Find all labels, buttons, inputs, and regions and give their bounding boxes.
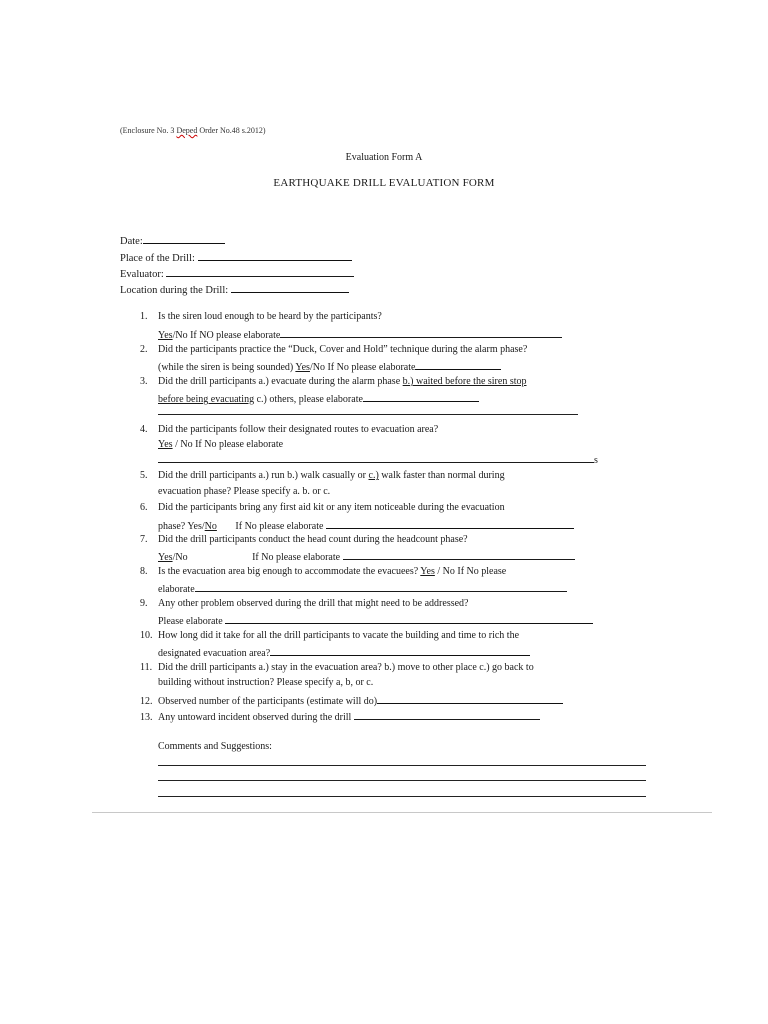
question-7-answer: Yes/No If No please elaborate bbox=[158, 549, 575, 563]
q3-line-1[interactable] bbox=[363, 391, 479, 402]
form-name: Evaluation Form A bbox=[345, 152, 423, 163]
q10-line[interactable] bbox=[270, 645, 530, 656]
q6-line[interactable] bbox=[326, 518, 574, 529]
q1-line[interactable] bbox=[280, 327, 562, 338]
comments-line-2[interactable] bbox=[158, 780, 646, 781]
question-1: 1. Is the siren loud enough to be heard by the participants? bbox=[140, 311, 382, 322]
place-label: Place of the Drill: bbox=[120, 253, 195, 264]
enclosure-prefix: (Enclosure No. 3 bbox=[120, 126, 175, 135]
question-11-answer: building without instruction? Please specify a, b, or c. bbox=[158, 677, 374, 688]
question-5: 5. Did the drill participants a.) run b.) walk casually or c.) walk faster than normal during bbox=[140, 470, 505, 481]
question-3-answer: before being evacuating c.) others, please elaborate bbox=[158, 391, 479, 405]
question-3: 3. Did the drill participants a.) evacuate during the alarm phase b.) waited before the siren stop bbox=[140, 376, 527, 387]
question-10: 10. How long did it take for all the drill participants to vacate the building and time to rich the bbox=[140, 630, 520, 641]
q13-line[interactable] bbox=[354, 709, 540, 720]
question-12: 12. Observed number of the participants (estimate will do) bbox=[140, 693, 563, 707]
question-10-answer: designated evacuation area? bbox=[158, 645, 530, 659]
enclosure-suffix: Order No.48 s.2012) bbox=[199, 126, 266, 135]
question-9-answer: Please elaborate bbox=[158, 613, 593, 627]
question-1-answer: Yes/No If NO please elaborate bbox=[158, 327, 562, 341]
date-label: Date: bbox=[120, 236, 143, 247]
question-5-answer: evacuation phase? Please specify a. b. or c. bbox=[158, 486, 331, 497]
question-8-answer: elaborate bbox=[158, 581, 567, 595]
q4-line[interactable] bbox=[158, 452, 594, 463]
enclosure-deped: Deped bbox=[176, 126, 198, 135]
q9-line[interactable] bbox=[225, 613, 593, 624]
comments-line-3[interactable] bbox=[158, 796, 646, 797]
place-field bbox=[120, 250, 352, 264]
comments-label: Comments and Suggestions: bbox=[158, 741, 272, 752]
page-divider bbox=[92, 812, 712, 813]
question-4: 4. Did the participants follow their designated routes to evacuation area? bbox=[140, 424, 439, 435]
q7-line[interactable] bbox=[343, 549, 575, 560]
question-7: 7. Did the drill participants conduct the head count during the headcount phase? bbox=[140, 534, 468, 545]
question-4-line-row: s bbox=[158, 452, 598, 466]
question-4-answer: Yes / No If No please elaborate bbox=[158, 439, 284, 450]
question-9: 9. Any other problem observed during the drill that might need to be addressed? bbox=[140, 598, 469, 609]
q2-line[interactable] bbox=[415, 359, 501, 370]
comments-line-1[interactable] bbox=[158, 765, 646, 766]
question-6: 6. Did the participants bring any first aid kit or any item noticeable during the evacuation bbox=[140, 502, 505, 513]
location-label: Location during the Drill: bbox=[120, 285, 229, 296]
place-line[interactable] bbox=[198, 250, 352, 261]
location-line[interactable] bbox=[231, 282, 349, 293]
date-line[interactable] bbox=[143, 233, 225, 244]
question-8: 8. Is the evacuation area big enough to accommodate the evacuees? Yes / No If No please bbox=[140, 566, 507, 577]
evaluator-field bbox=[120, 266, 354, 280]
evaluator-label: Evaluator: bbox=[120, 269, 164, 280]
q3-line-2[interactable] bbox=[158, 414, 578, 415]
enclosure-note bbox=[120, 126, 266, 135]
date-field bbox=[120, 233, 225, 247]
evaluator-line[interactable] bbox=[166, 266, 354, 277]
question-11: 11. Did the drill participants a.) stay in the evacuation area? b.) move to other place c.) go back to bbox=[140, 662, 534, 673]
location-field bbox=[120, 282, 349, 296]
question-6-answer: phase? Yes/No If No please elaborate bbox=[158, 518, 574, 532]
form-title: EARTHQUAKE DRILL EVALUATION FORM bbox=[273, 177, 495, 189]
q8-line[interactable] bbox=[195, 581, 567, 592]
question-2: 2. Did the participants practice the “Duck, Cover and Hold” technique during the alarm phase? bbox=[140, 344, 528, 355]
question-2-answer: (while the siren is being sounded) Yes/No If No please elaborate bbox=[158, 359, 501, 373]
q12-line[interactable] bbox=[377, 693, 563, 704]
question-13: 13. Any untoward incident observed during the drill bbox=[140, 709, 540, 723]
